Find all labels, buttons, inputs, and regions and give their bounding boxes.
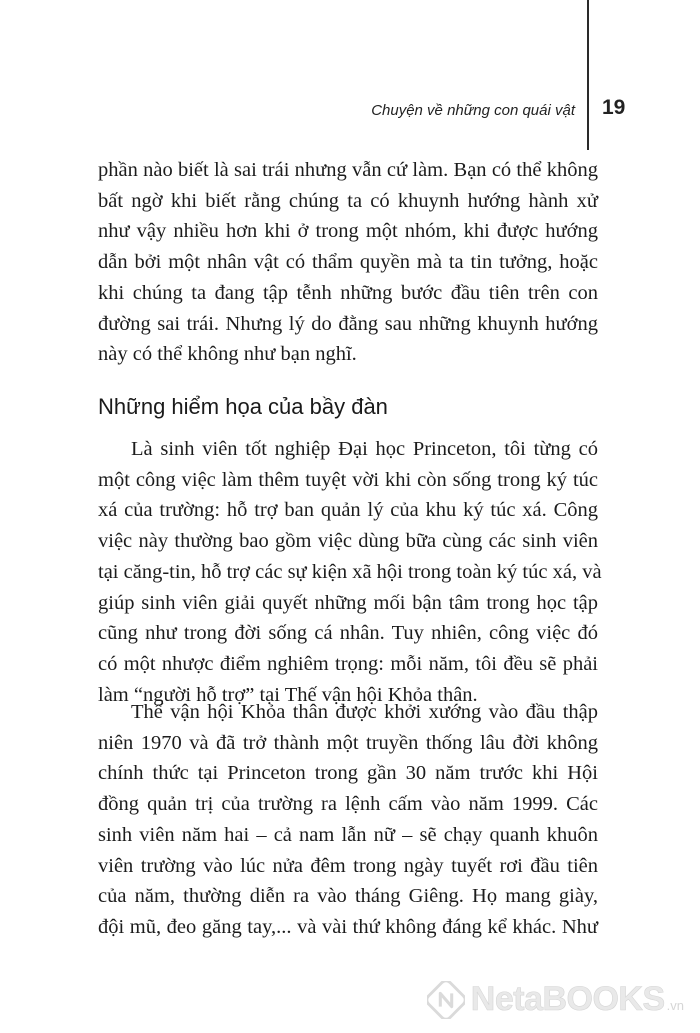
text-line: xá của trường: hỗ trợ ban quản lý của khu ký túc xá. Công: [98, 499, 598, 522]
paragraph-3: [98, 697, 598, 943]
paragraph-2: [98, 434, 602, 710]
text-line: này có thể không như bạn nghĩ.: [98, 343, 357, 366]
text-line: bất ngờ khi biết rằng chúng ta có khuynh hướng hành xử: [98, 189, 598, 212]
netabooks-logo-icon: [427, 981, 465, 1019]
text-line: dẫn bởi một nhân vật có thẩm quyền mà ta tin tưởng, hoặc: [98, 251, 598, 274]
text-line: làm “người hỗ trợ” tại Thế vận hội Khỏa thân.: [98, 683, 478, 706]
paragraph-1: [98, 155, 598, 370]
text-line: khi chúng ta đang tập tễnh những bước đầu tiên trên con: [98, 281, 598, 304]
text-line: Là sinh viên tốt nghiệp Đại học Princeton, tôi từng có: [131, 438, 598, 460]
watermark-brand: NetaBOOKS: [470, 980, 665, 1018]
section-heading: Những hiểm họa của bầy đàn: [98, 394, 388, 419]
text-line: một công việc làm thêm tuyệt vời khi còn sống trong ký túc: [98, 468, 598, 491]
watermark-tld: .vn: [666, 998, 684, 1013]
text-line: đồng quản trị của trường ra lệnh cấm vào năm 1999. Các: [98, 793, 598, 816]
text-line: sinh viên năm hai – cả nam lẫn nữ – sẽ chạy quanh khuôn: [98, 823, 598, 846]
page-number: 19: [602, 96, 626, 119]
text-line: của năm, thường diễn ra vào tháng Giêng. Họ mang giày,: [98, 885, 598, 908]
text-line: giúp sinh viên giải quyết những mối bận tâm trong học tập: [98, 591, 598, 614]
text-line: viên trường vào lúc nửa đêm trong ngày tuyết rơi đầu tiên: [98, 854, 598, 877]
watermark: [427, 980, 684, 1019]
text-line: chính thức tại Princeton trong gần 30 năm trước khi Hội: [98, 762, 598, 785]
text-line: phần nào biết là sai trái nhưng vẫn cứ làm. Bạn có thể không: [98, 159, 598, 181]
text-line: tại căng-tin, hỗ trợ các sự kiện xã hội trong toàn ký túc xá, và: [98, 560, 602, 583]
text-line: cũng như trong đời sống cá nhân. Tuy nhiên, công việc đó: [98, 622, 598, 645]
text-line: việc này thường bao gồm việc dùng bữa cùng các sinh viên: [98, 530, 598, 553]
text-line: như vậy nhiều hơn khi ở trong một nhóm, khi được hướng: [98, 220, 598, 243]
text-line: đường sai trái. Nhưng lý do đằng sau những khuynh hướng: [98, 312, 598, 335]
text-line: niên 1970 và đã trở thành một truyền thống lâu đời không: [98, 731, 598, 754]
text-line: có một nhược điểm nghiêm trọng: mỗi năm, tôi đều sẽ phải: [98, 652, 598, 675]
running-title: Chuyện về những con quái vật: [371, 102, 575, 119]
text-line: Thế vận hội Khỏa thân được khởi xướng vào đầu thập: [131, 701, 598, 723]
text-line: đội mũ, đeo găng tay,... và vài thứ không đáng kể khác. Như: [98, 915, 598, 938]
header-divider: [587, 0, 589, 150]
